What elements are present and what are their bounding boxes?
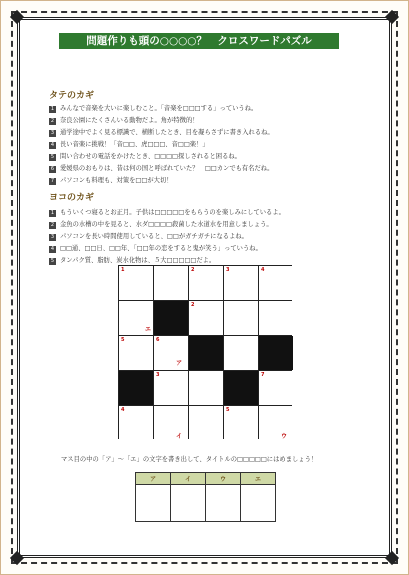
grid-cell[interactable] <box>119 266 153 300</box>
grid-cell-black <box>224 371 258 405</box>
clue-text: □□通、□□日、□□年、「□□年の恋をすると鬼が笑う」っていうね。 <box>60 245 262 252</box>
tate-clue <box>49 116 369 125</box>
clue-text: タンパク質、脂肪、炭水化物は、５大□□□□□だよ。 <box>60 257 216 264</box>
clue-text: 金魚の水槽の中を見ると、水ダ□□□□殺菌した水道水を用意しましょう。 <box>60 221 273 228</box>
grid-cell[interactable] <box>119 301 153 335</box>
grid-cell[interactable] <box>259 266 293 300</box>
cell-number: 6 <box>156 337 160 343</box>
grid-cell-black <box>119 371 153 405</box>
grid-cell[interactable] <box>189 266 223 300</box>
answer-box[interactable] <box>171 485 206 522</box>
cell-mark: イ <box>176 433 183 440</box>
grid-cell[interactable] <box>154 336 188 370</box>
clue-number: 4 <box>50 246 55 252</box>
clue-text: みんなで音楽を大いに楽しむこと。「音楽を□□□する」っていうね。 <box>60 105 258 112</box>
clue-number: 6 <box>50 166 55 172</box>
answer-header: エ <box>241 473 276 485</box>
clue-number: 3 <box>50 234 55 240</box>
yoko-clue <box>49 208 369 217</box>
answer-box[interactable] <box>241 485 276 522</box>
answer-box[interactable] <box>136 485 171 522</box>
clue-number: 7 <box>50 178 55 184</box>
tate-heading: タテのカギ <box>49 91 95 101</box>
grid-cell[interactable] <box>224 406 258 440</box>
yoko-clue <box>49 232 369 241</box>
grid-cell[interactable] <box>154 406 188 440</box>
yoko-clue <box>49 220 369 229</box>
cell-number: 5 <box>226 407 230 413</box>
crossword-grid <box>118 265 292 439</box>
cell-number: 7 <box>261 372 265 378</box>
page-title: 問題作りも頭の○○○○？ クロスワードパズル <box>59 33 339 49</box>
clue-text: パソコンも料理も、対策を□□が大切！ <box>60 177 173 184</box>
answer-header: ア <box>136 473 171 485</box>
clue-number: 5 <box>50 258 55 264</box>
tate-clue <box>49 104 369 113</box>
answer-header: イ <box>171 473 206 485</box>
clue-text: 奈良公園にたくさんいる動物だよ。角が特徴的！ <box>60 117 199 124</box>
cell-number: 4 <box>121 407 125 413</box>
cell-number: 4 <box>261 267 265 273</box>
clue-number: 2 <box>50 118 55 124</box>
clue-number: 4 <box>50 142 55 148</box>
cell-number: 2 <box>191 302 195 308</box>
yoko-heading: ヨコのカギ <box>49 193 95 203</box>
grid-cell-black <box>154 301 188 335</box>
clue-text: もういくつ寝るとお正月。子供は□□□□□をもらうのを楽しみにしているよ。 <box>60 209 285 216</box>
grid-cell[interactable] <box>224 301 258 335</box>
instruction-text: マス目の中の「ア」～「エ」の文字を書き出して、タイトルの□□□□□にはめましょう！ <box>61 456 318 463</box>
tate-clue <box>49 164 369 173</box>
cell-number: 2 <box>191 267 195 273</box>
cell-number: 3 <box>156 372 160 378</box>
grid-cell[interactable] <box>259 301 293 335</box>
answer-header: ウ <box>206 473 241 485</box>
clue-text: パソコンを長い時間使用していると、□□がガチガチになるよね。 <box>60 233 248 240</box>
clue-number: 1 <box>50 106 55 112</box>
grid-cell[interactable] <box>189 301 223 335</box>
grid-cell-black <box>189 336 223 370</box>
grid-cell-black <box>259 336 293 370</box>
grid-cell[interactable] <box>154 371 188 405</box>
grid-cell[interactable] <box>259 371 293 405</box>
answer-table <box>135 472 276 522</box>
answer-box[interactable] <box>206 485 241 522</box>
grid-cell[interactable] <box>224 336 258 370</box>
grid-cell[interactable] <box>119 336 153 370</box>
tate-clue <box>49 152 369 161</box>
clue-text: 問い合わせの電話をかけたとき、□□□□探しされると困るね。 <box>60 153 241 160</box>
cell-number: 1 <box>121 267 125 273</box>
cell-mark: エ <box>145 326 152 333</box>
clue-number: 2 <box>50 222 55 228</box>
clue-number: 1 <box>50 210 55 216</box>
grid-cell[interactable] <box>259 406 293 440</box>
clue-text: 通学途中でよく見る標識で、横断したとき、目を凝らさずに書き入れるね。 <box>60 129 274 136</box>
yoko-clue <box>49 256 369 265</box>
cell-mark: ウ <box>281 433 288 440</box>
clue-text: 長い音楽に挑戦！「音□□、虎□□□、音□□楽！」 <box>60 141 209 148</box>
yoko-clue <box>49 244 369 253</box>
tate-clue <box>49 128 369 137</box>
grid-cell[interactable] <box>189 371 223 405</box>
tate-clue <box>49 176 369 185</box>
grid-cell[interactable] <box>119 406 153 440</box>
grid-cell[interactable] <box>154 266 188 300</box>
grid-cell[interactable] <box>189 406 223 440</box>
clue-number: 3 <box>50 130 55 136</box>
clue-text: 愛媛県のおもりは、昔は何の国と呼ばれていた？ □□カンでも有名だね。 <box>60 165 274 172</box>
cell-mark: ア <box>176 360 183 367</box>
clue-number: 5 <box>50 154 55 160</box>
cell-number: 5 <box>121 337 125 343</box>
grid-cell[interactable] <box>224 266 258 300</box>
tate-clue <box>49 140 369 149</box>
cell-number: 3 <box>226 267 230 273</box>
